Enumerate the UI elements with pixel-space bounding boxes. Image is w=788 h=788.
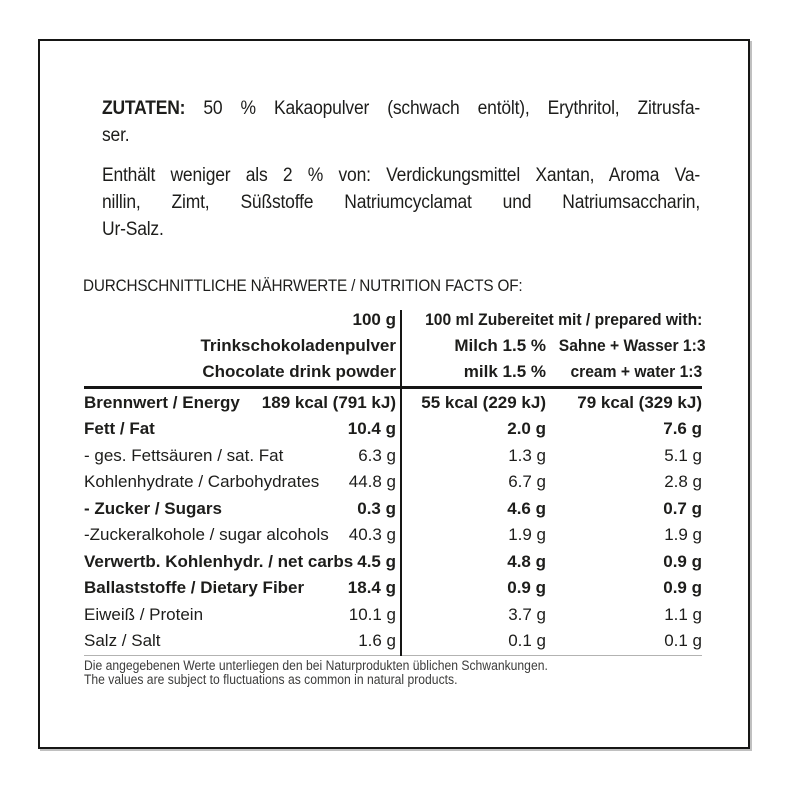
table-row-sugars	[84, 495, 702, 522]
row-value-milk: 0.9 g	[507, 578, 546, 598]
table-row-fat	[84, 416, 702, 443]
ingredients-line	[102, 95, 700, 122]
header-cream-de-text: Sahne + Wasser 1:3	[558, 336, 706, 355]
row-value-100g: 18.4 g	[347, 578, 396, 598]
row-label: Salz / Salt	[84, 631, 161, 651]
nutrition-label-box	[38, 39, 750, 749]
row-value-milk: 55 kcal (229 kJ)	[421, 392, 546, 412]
contains-line: nillin, Zimt, Süßstoffe Natriumcyclamat und Natriumsaccharin,	[102, 192, 700, 213]
header-100g: 100 g	[352, 310, 396, 329]
ingredients-text: 50 % Kakaopulver (schwach entölt), Erythritol, Zitrusfa-	[185, 98, 700, 119]
row-value-100g: 1.6 g	[358, 631, 396, 651]
table-row-net-carbs	[84, 548, 702, 575]
row-value-milk: 0.1 g	[508, 631, 546, 651]
row-value-cream: 7.6 g	[663, 419, 702, 439]
header-milk-en: milk 1.5 %	[463, 362, 546, 381]
row-value-cream: 1.9 g	[664, 525, 702, 545]
zutaten-label: ZUTATEN:	[102, 98, 186, 119]
nutrition-table	[84, 307, 706, 687]
header-row	[84, 307, 702, 333]
row-value-milk: 4.6 g	[507, 498, 546, 518]
row-value-cream: 0.7 g	[663, 498, 702, 518]
nutrition-table-header	[84, 307, 706, 389]
row-value-cream: 79 kcal (329 kJ)	[577, 392, 702, 412]
contains-line: Enthält weniger als 2 % von: Verdickungsmittel Xantan, Aroma Va-	[102, 165, 700, 186]
row-value-cream: 5.1 g	[664, 445, 702, 465]
header-row	[84, 359, 702, 385]
row-value-100g: 40.3 g	[348, 525, 396, 545]
header-prepared-text: 100 ml Zubereitet mit / prepared with:	[424, 310, 702, 329]
header-milk-de: Milch 1.5 %	[454, 336, 546, 355]
row-label: -Zuckeralkohole / sugar alcohols	[84, 525, 329, 545]
table-row-energy	[84, 389, 702, 416]
row-label: - ges. Fettsäuren / sat. Fat	[84, 445, 284, 465]
nutrition-table-body	[84, 389, 702, 654]
row-value-cream: 0.9 g	[663, 551, 702, 571]
table-row-satfat	[84, 442, 702, 469]
row-value-100g: 189 kcal (791 kJ)	[261, 392, 396, 412]
table-row-sugar-alcohols	[84, 522, 702, 549]
row-value-milk: 4.8 g	[507, 551, 546, 571]
row-label: - Zucker / Sugars	[84, 498, 222, 518]
row-value-cream: 1.1 g	[664, 604, 702, 624]
row-value-100g: 4.5 g	[357, 551, 396, 571]
row-label: Verwertb. Kohlenhydr. / net carbs	[84, 551, 354, 571]
table-row-carbs	[84, 469, 702, 496]
row-value-100g: 10.1 g	[348, 604, 396, 624]
contains-line: Ur-Salz.	[102, 219, 164, 240]
footnote-line-de: Die angegebenen Werte unterliegen den bei Naturprodukten üblichen Schwankungen.	[84, 658, 548, 673]
row-label: Kohlenhydrate / Carbohydrates	[84, 472, 320, 492]
ingredients-paragraph	[102, 95, 700, 149]
row-value-100g: 10.4 g	[347, 419, 396, 439]
header-product-de: Trinkschokoladenpulver	[200, 336, 396, 355]
column-divider	[400, 310, 402, 656]
row-value-milk: 3.7 g	[508, 604, 546, 624]
nutrition-title	[83, 276, 571, 296]
header-row	[84, 333, 706, 359]
row-value-milk: 2.0 g	[507, 419, 546, 439]
nutrition-title-text: DURCHSCHNITTLICHE NÄHRWERTE / NUTRITION FACTS OF:	[83, 276, 523, 295]
header-prepared	[396, 307, 702, 333]
row-value-100g: 44.8 g	[348, 472, 396, 492]
table-row-fiber	[84, 575, 702, 602]
footnote-text	[84, 659, 640, 687]
header-product-en: Chocolate drink powder	[202, 362, 396, 381]
ingredients-section	[102, 95, 700, 243]
row-value-cream: 0.9 g	[663, 578, 702, 598]
row-value-milk: 6.7 g	[508, 472, 546, 492]
ingredients-line: ser.	[102, 125, 130, 146]
row-label: Eiweiß / Protein	[84, 604, 204, 624]
header-cream-en-text: cream + water 1:3	[570, 362, 702, 381]
row-label: Brennwert / Energy	[84, 392, 240, 412]
row-label: Fett / Fat	[84, 419, 155, 439]
header-cream-en	[546, 359, 702, 385]
row-value-100g: 6.3 g	[358, 445, 396, 465]
row-value-cream: 2.8 g	[664, 472, 702, 492]
row-value-100g: 0.3 g	[357, 498, 396, 518]
table-row-salt	[84, 628, 702, 655]
footnote-line-en: The values are subject to fluctuations as common in natural products.	[84, 672, 458, 687]
table-row-protein	[84, 601, 702, 628]
row-label: Ballaststoffe / Dietary Fiber	[84, 578, 305, 598]
contains-paragraph	[102, 162, 700, 243]
row-value-milk: 1.9 g	[508, 525, 546, 545]
header-cream-de	[546, 333, 706, 359]
footnote	[84, 655, 702, 687]
row-value-cream: 0.1 g	[664, 631, 702, 651]
row-value-milk: 1.3 g	[508, 445, 546, 465]
